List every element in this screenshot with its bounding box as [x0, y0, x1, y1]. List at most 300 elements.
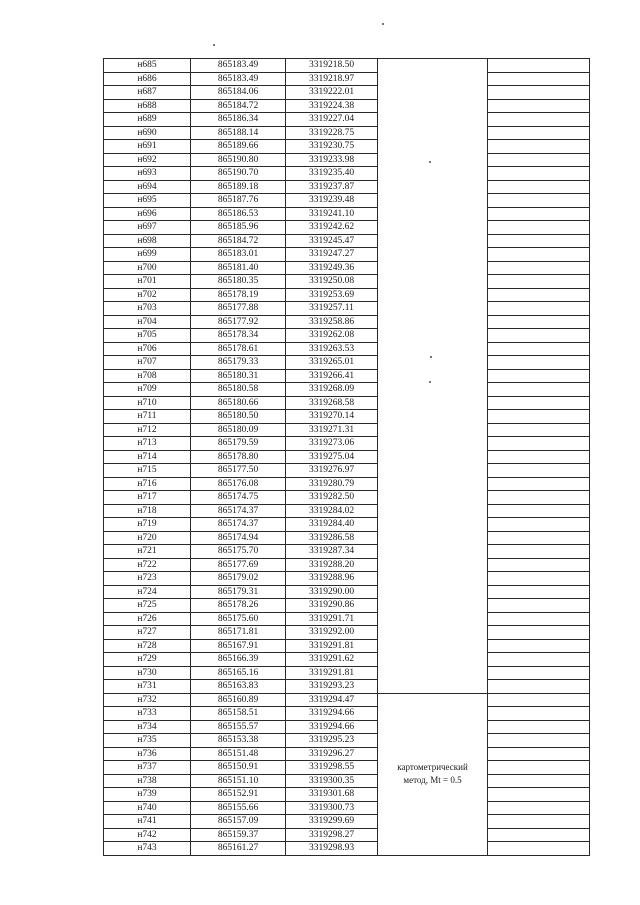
empty-cell [488, 423, 590, 437]
x-coordinate-cell: 865190.80 [191, 153, 286, 167]
y-coordinate-cell: 3319300.73 [286, 801, 378, 815]
x-coordinate-cell: 865153.38 [191, 734, 286, 748]
table-row [104, 639, 590, 653]
point-name-cell: н721 [104, 545, 191, 559]
point-name-cell: н691 [104, 140, 191, 154]
empty-cell [488, 234, 590, 248]
x-coordinate-cell: 865177.69 [191, 558, 286, 572]
table-row [104, 828, 590, 842]
y-coordinate-cell: 3319245.47 [286, 234, 378, 248]
y-coordinate-cell: 3319286.58 [286, 531, 378, 545]
x-coordinate-cell: 865158.51 [191, 707, 286, 721]
table-row [104, 302, 590, 316]
point-name-cell: н685 [104, 59, 191, 73]
point-name-cell: н732 [104, 693, 191, 707]
y-coordinate-cell: 3319268.09 [286, 383, 378, 397]
y-coordinate-cell: 3319239.48 [286, 194, 378, 208]
x-coordinate-cell: 865189.18 [191, 180, 286, 194]
y-coordinate-cell: 3319282.50 [286, 491, 378, 505]
point-name-cell: н728 [104, 639, 191, 653]
y-coordinate-cell: 3319288.96 [286, 572, 378, 586]
empty-cell [488, 761, 590, 775]
empty-cell [488, 788, 590, 802]
point-name-cell: н720 [104, 531, 191, 545]
table-row [104, 842, 590, 856]
table-row [104, 248, 590, 262]
point-name-cell: н740 [104, 801, 191, 815]
empty-cell [488, 450, 590, 464]
y-coordinate-cell: 3319222.01 [286, 86, 378, 100]
x-coordinate-cell: 865174.94 [191, 531, 286, 545]
point-name-cell: н703 [104, 302, 191, 316]
x-coordinate-cell: 865187.76 [191, 194, 286, 208]
merged-empty-cell [378, 59, 488, 694]
x-coordinate-cell: 865151.10 [191, 774, 286, 788]
empty-cell [488, 693, 590, 707]
table-row [104, 653, 590, 667]
point-name-cell: н713 [104, 437, 191, 451]
x-coordinate-cell: 865165.16 [191, 666, 286, 680]
y-coordinate-cell: 3319296.27 [286, 747, 378, 761]
table-row [104, 612, 590, 626]
y-coordinate-cell: 3319301.68 [286, 788, 378, 802]
table-row [104, 774, 590, 788]
point-name-cell: н689 [104, 113, 191, 127]
table-row [104, 72, 590, 86]
table-row [104, 666, 590, 680]
empty-cell [488, 572, 590, 586]
empty-cell [488, 194, 590, 208]
y-coordinate-cell: 3319284.02 [286, 504, 378, 518]
point-name-cell: н716 [104, 477, 191, 491]
point-name-cell: н697 [104, 221, 191, 235]
table-row [104, 167, 590, 181]
x-coordinate-cell: 865183.49 [191, 72, 286, 86]
x-coordinate-cell: 865184.06 [191, 86, 286, 100]
empty-cell [488, 653, 590, 667]
point-name-cell: н695 [104, 194, 191, 208]
y-coordinate-cell: 3319294.66 [286, 707, 378, 721]
empty-cell [488, 99, 590, 113]
empty-cell [488, 167, 590, 181]
y-coordinate-cell: 3319290.86 [286, 599, 378, 613]
table-row [104, 437, 590, 451]
y-coordinate-cell: 3319292.00 [286, 626, 378, 640]
point-name-cell: н739 [104, 788, 191, 802]
table-row [104, 221, 590, 235]
x-coordinate-cell: 865180.66 [191, 396, 286, 410]
empty-cell [488, 356, 590, 370]
empty-cell [488, 140, 590, 154]
coordinates-table-body [104, 59, 590, 856]
y-coordinate-cell: 3319224.38 [286, 99, 378, 113]
table-row [104, 815, 590, 829]
empty-cell [488, 302, 590, 316]
empty-cell [488, 207, 590, 221]
table-row [104, 113, 590, 127]
y-coordinate-cell: 3319258.86 [286, 315, 378, 329]
x-coordinate-cell: 865174.75 [191, 491, 286, 505]
table-row [104, 356, 590, 370]
table-row [104, 315, 590, 329]
empty-cell [488, 329, 590, 343]
point-name-cell: н715 [104, 464, 191, 478]
x-coordinate-cell: 865188.14 [191, 126, 286, 140]
y-coordinate-cell: 3319294.66 [286, 720, 378, 734]
empty-cell [488, 491, 590, 505]
x-coordinate-cell: 865189.66 [191, 140, 286, 154]
point-name-cell: н709 [104, 383, 191, 397]
point-name-cell: н741 [104, 815, 191, 829]
point-name-cell: н727 [104, 626, 191, 640]
x-coordinate-cell: 865152.91 [191, 788, 286, 802]
table-row [104, 801, 590, 815]
x-coordinate-cell: 865150.91 [191, 761, 286, 775]
table-row [104, 761, 590, 775]
x-coordinate-cell: 865178.19 [191, 288, 286, 302]
y-coordinate-cell: 3319270.14 [286, 410, 378, 424]
point-name-cell: н702 [104, 288, 191, 302]
y-coordinate-cell: 3319237.87 [286, 180, 378, 194]
point-name-cell: н686 [104, 72, 191, 86]
empty-cell [488, 666, 590, 680]
x-coordinate-cell: 865179.33 [191, 356, 286, 370]
point-name-cell: н737 [104, 761, 191, 775]
x-coordinate-cell: 865151.48 [191, 747, 286, 761]
table-row [104, 396, 590, 410]
table-row [104, 383, 590, 397]
point-name-cell: н699 [104, 248, 191, 262]
y-coordinate-cell: 3319273.06 [286, 437, 378, 451]
table-row [104, 99, 590, 113]
table-row [104, 707, 590, 721]
point-name-cell: н724 [104, 585, 191, 599]
table-row [104, 59, 590, 73]
y-coordinate-cell: 3319298.55 [286, 761, 378, 775]
point-name-cell: н707 [104, 356, 191, 370]
empty-cell [488, 639, 590, 653]
y-coordinate-cell: 3319290.00 [286, 585, 378, 599]
table-row [104, 140, 590, 154]
table-row [104, 194, 590, 208]
point-name-cell: н700 [104, 261, 191, 275]
table-row [104, 626, 590, 640]
x-coordinate-cell: 865180.50 [191, 410, 286, 424]
table-row [104, 734, 590, 748]
y-coordinate-cell: 3319298.27 [286, 828, 378, 842]
table-row [104, 126, 590, 140]
x-coordinate-cell: 865157.09 [191, 815, 286, 829]
point-name-cell: н717 [104, 491, 191, 505]
y-coordinate-cell: 3319291.62 [286, 653, 378, 667]
empty-cell [488, 275, 590, 289]
empty-cell [488, 585, 590, 599]
y-coordinate-cell: 3319291.81 [286, 666, 378, 680]
point-name-cell: н730 [104, 666, 191, 680]
y-coordinate-cell: 3319265.01 [286, 356, 378, 370]
empty-cell [488, 126, 590, 140]
y-coordinate-cell: 3319271.31 [286, 423, 378, 437]
y-coordinate-cell: 3319249.36 [286, 261, 378, 275]
x-coordinate-cell: 865174.37 [191, 504, 286, 518]
y-coordinate-cell: 3319263.53 [286, 342, 378, 356]
empty-cell [488, 288, 590, 302]
empty-cell [488, 72, 590, 86]
point-name-cell: н696 [104, 207, 191, 221]
point-name-cell: н742 [104, 828, 191, 842]
x-coordinate-cell: 865180.35 [191, 275, 286, 289]
table-row [104, 572, 590, 586]
empty-cell [488, 396, 590, 410]
x-coordinate-cell: 865159.37 [191, 828, 286, 842]
point-name-cell: н738 [104, 774, 191, 788]
y-coordinate-cell: 3319298.93 [286, 842, 378, 856]
empty-cell [488, 815, 590, 829]
table-row [104, 531, 590, 545]
empty-cell [488, 707, 590, 721]
x-coordinate-cell: 865184.72 [191, 99, 286, 113]
table-row [104, 599, 590, 613]
point-name-cell: н693 [104, 167, 191, 181]
point-name-cell: н726 [104, 612, 191, 626]
empty-cell [488, 518, 590, 532]
x-coordinate-cell: 865160.89 [191, 693, 286, 707]
y-coordinate-cell: 3319242.62 [286, 221, 378, 235]
x-coordinate-cell: 865180.58 [191, 383, 286, 397]
empty-cell [488, 747, 590, 761]
table-row [104, 693, 590, 707]
x-coordinate-cell: 865184.72 [191, 234, 286, 248]
empty-cell [488, 842, 590, 856]
x-coordinate-cell: 865178.61 [191, 342, 286, 356]
table-row [104, 410, 590, 424]
method-note-line-1: картометрический [397, 762, 468, 772]
table-row [104, 585, 590, 599]
empty-cell [488, 261, 590, 275]
empty-cell [488, 599, 590, 613]
y-coordinate-cell: 3319299.69 [286, 815, 378, 829]
point-name-cell: н701 [104, 275, 191, 289]
empty-cell [488, 59, 590, 73]
x-coordinate-cell: 865166.39 [191, 653, 286, 667]
empty-cell [488, 369, 590, 383]
table-row [104, 180, 590, 194]
empty-cell [488, 315, 590, 329]
empty-cell [488, 477, 590, 491]
empty-cell [488, 801, 590, 815]
y-coordinate-cell: 3319284.40 [286, 518, 378, 532]
x-coordinate-cell: 865186.53 [191, 207, 286, 221]
empty-cell [488, 504, 590, 518]
point-name-cell: н690 [104, 126, 191, 140]
x-coordinate-cell: 865175.70 [191, 545, 286, 559]
point-name-cell: н719 [104, 518, 191, 532]
point-name-cell: н729 [104, 653, 191, 667]
x-coordinate-cell: 865183.49 [191, 59, 286, 73]
empty-cell [488, 221, 590, 235]
point-name-cell: н687 [104, 86, 191, 100]
table-row [104, 261, 590, 275]
y-coordinate-cell: 3319294.47 [286, 693, 378, 707]
y-coordinate-cell: 3319228.75 [286, 126, 378, 140]
point-name-cell: н714 [104, 450, 191, 464]
y-coordinate-cell: 3319291.81 [286, 639, 378, 653]
point-name-cell: н710 [104, 396, 191, 410]
scan-speck [213, 44, 215, 46]
x-coordinate-cell: 865167.91 [191, 639, 286, 653]
point-name-cell: н733 [104, 707, 191, 721]
x-coordinate-cell: 865180.31 [191, 369, 286, 383]
y-coordinate-cell: 3319235.40 [286, 167, 378, 181]
coordinates-table [103, 58, 590, 856]
x-coordinate-cell: 865161.27 [191, 842, 286, 856]
x-coordinate-cell: 865181.40 [191, 261, 286, 275]
table-row [104, 464, 590, 478]
table-row [104, 275, 590, 289]
empty-cell [488, 113, 590, 127]
x-coordinate-cell: 865177.92 [191, 315, 286, 329]
empty-cell [488, 626, 590, 640]
y-coordinate-cell: 3319257.11 [286, 302, 378, 316]
x-coordinate-cell: 865180.09 [191, 423, 286, 437]
x-coordinate-cell: 865183.01 [191, 248, 286, 262]
x-coordinate-cell: 865179.31 [191, 585, 286, 599]
empty-cell [488, 410, 590, 424]
y-coordinate-cell: 3319218.97 [286, 72, 378, 86]
x-coordinate-cell: 865177.50 [191, 464, 286, 478]
table-row [104, 450, 590, 464]
table-row [104, 680, 590, 694]
empty-cell [488, 342, 590, 356]
point-name-cell: н698 [104, 234, 191, 248]
y-coordinate-cell: 3319253.69 [286, 288, 378, 302]
table-row [104, 234, 590, 248]
y-coordinate-cell: 3319276.97 [286, 464, 378, 478]
x-coordinate-cell: 865175.60 [191, 612, 286, 626]
table-row [104, 423, 590, 437]
table-row [104, 518, 590, 532]
point-name-cell: н708 [104, 369, 191, 383]
empty-cell [488, 180, 590, 194]
empty-cell [488, 464, 590, 478]
table-row [104, 491, 590, 505]
table-row [104, 720, 590, 734]
table-row [104, 153, 590, 167]
empty-cell [488, 383, 590, 397]
point-name-cell: н722 [104, 558, 191, 572]
y-coordinate-cell: 3319241.10 [286, 207, 378, 221]
y-coordinate-cell: 3319230.75 [286, 140, 378, 154]
point-name-cell: н694 [104, 180, 191, 194]
point-name-cell: н712 [104, 423, 191, 437]
y-coordinate-cell: 3319227.04 [286, 113, 378, 127]
empty-cell [488, 612, 590, 626]
x-coordinate-cell: 865177.88 [191, 302, 286, 316]
empty-cell [488, 86, 590, 100]
point-name-cell: н731 [104, 680, 191, 694]
point-name-cell: н718 [104, 504, 191, 518]
empty-cell [488, 680, 590, 694]
point-name-cell: н688 [104, 99, 191, 113]
x-coordinate-cell: 865155.57 [191, 720, 286, 734]
table-row [104, 788, 590, 802]
x-coordinate-cell: 865171.81 [191, 626, 286, 640]
table-row [104, 545, 590, 559]
table-row [104, 369, 590, 383]
point-name-cell: н692 [104, 153, 191, 167]
table-row [104, 747, 590, 761]
empty-cell [488, 558, 590, 572]
y-coordinate-cell: 3319262.08 [286, 329, 378, 343]
method-note-line-2: метод, Mt = 0.5 [403, 775, 462, 785]
empty-cell [488, 153, 590, 167]
x-coordinate-cell: 865186.34 [191, 113, 286, 127]
y-coordinate-cell: 3319247.27 [286, 248, 378, 262]
point-name-cell: н706 [104, 342, 191, 356]
x-coordinate-cell: 865179.59 [191, 437, 286, 451]
table-row [104, 558, 590, 572]
empty-cell [488, 720, 590, 734]
table-row [104, 207, 590, 221]
x-coordinate-cell: 865155.66 [191, 801, 286, 815]
empty-cell [488, 531, 590, 545]
point-name-cell: н736 [104, 747, 191, 761]
x-coordinate-cell: 865178.34 [191, 329, 286, 343]
table-row [104, 342, 590, 356]
x-coordinate-cell: 865178.26 [191, 599, 286, 613]
table-row [104, 86, 590, 100]
empty-cell [488, 437, 590, 451]
x-coordinate-cell: 865178.80 [191, 450, 286, 464]
x-coordinate-cell: 865185.96 [191, 221, 286, 235]
empty-cell [488, 248, 590, 262]
point-name-cell: н711 [104, 410, 191, 424]
y-coordinate-cell: 3319300.35 [286, 774, 378, 788]
scan-speck [382, 23, 384, 25]
empty-cell [488, 545, 590, 559]
y-coordinate-cell: 3319266.41 [286, 369, 378, 383]
x-coordinate-cell: 865179.02 [191, 572, 286, 586]
y-coordinate-cell: 3319288.20 [286, 558, 378, 572]
table-row [104, 504, 590, 518]
y-coordinate-cell: 3319218.50 [286, 59, 378, 73]
empty-cell [488, 828, 590, 842]
y-coordinate-cell: 3319280.79 [286, 477, 378, 491]
point-name-cell: н723 [104, 572, 191, 586]
point-name-cell: н725 [104, 599, 191, 613]
y-coordinate-cell: 3319293.23 [286, 680, 378, 694]
empty-cell [488, 774, 590, 788]
table-row [104, 288, 590, 302]
y-coordinate-cell: 3319287.34 [286, 545, 378, 559]
y-coordinate-cell: 3319250.08 [286, 275, 378, 289]
point-name-cell: н735 [104, 734, 191, 748]
y-coordinate-cell: 3319268.58 [286, 396, 378, 410]
y-coordinate-cell: 3319291.71 [286, 612, 378, 626]
y-coordinate-cell: 3319295.23 [286, 734, 378, 748]
point-name-cell: н704 [104, 315, 191, 329]
empty-cell [488, 734, 590, 748]
y-coordinate-cell: 3319275.04 [286, 450, 378, 464]
x-coordinate-cell: 865163.83 [191, 680, 286, 694]
y-coordinate-cell: 3319233.98 [286, 153, 378, 167]
point-name-cell: н743 [104, 842, 191, 856]
method-note-cell [378, 693, 488, 855]
table-row [104, 329, 590, 343]
x-coordinate-cell: 865176.08 [191, 477, 286, 491]
x-coordinate-cell: 865174.37 [191, 518, 286, 532]
table-row [104, 477, 590, 491]
